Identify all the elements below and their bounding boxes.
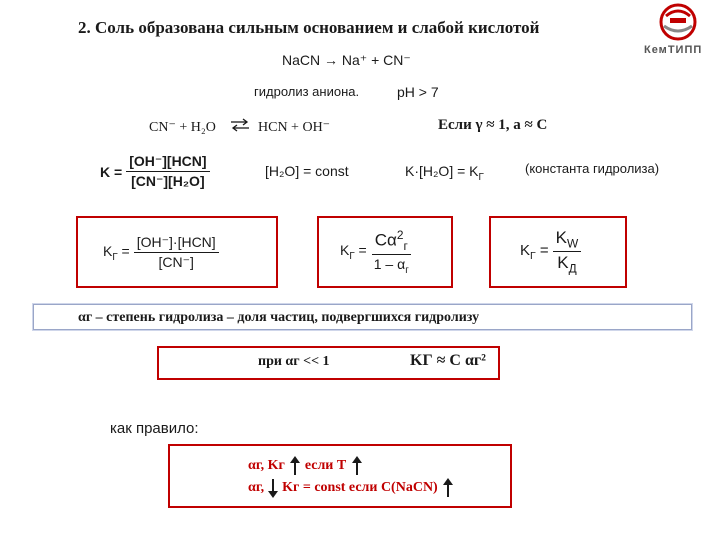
kh3-denominator: $K_Д$ xyxy=(557,253,577,276)
logo-emblem-icon xyxy=(640,2,716,46)
hydrolysis-constant-label: (константа гидролиза) xyxy=(525,161,660,176)
gamma-condition: Если γ ≈ 1, a ≈ C xyxy=(438,117,548,133)
kh1-denominator: [CN⁻] xyxy=(158,254,194,270)
kh1-numerator: [OH⁻]·[HCN] xyxy=(134,234,219,253)
k-denominator: [CN⁻][H₂O] xyxy=(131,173,205,189)
dissociation-equation: NaCN → Na⁺ + CN⁻ xyxy=(282,52,411,68)
kh2-fraction xyxy=(371,228,412,276)
k-h2o-sub: Г xyxy=(478,171,484,183)
kh-formula-1 xyxy=(103,234,219,271)
ph-value: pH > 7 xyxy=(397,84,439,100)
k-h2o-relation xyxy=(405,163,484,183)
kh2-lhs: $K_Г$ = xyxy=(340,242,367,262)
kh-formula-3 xyxy=(520,228,581,276)
arrow-down-icon xyxy=(267,478,279,498)
rule1-params: αг, Kг xyxy=(248,458,285,473)
approx-condition: при αг << 1 xyxy=(258,354,330,369)
equilibrium-arrows-icon xyxy=(229,114,251,141)
kh3-lhs: $K_Г$ = xyxy=(520,241,549,262)
kh3-numerator: $K_W$ xyxy=(553,228,582,252)
rules-box xyxy=(168,444,512,508)
kh2-numerator: $C\alpha^2_г$ xyxy=(372,228,411,255)
kh1-lhs: $K_Г$ = xyxy=(103,242,130,263)
h2o-const: [H₂O] = const xyxy=(265,163,349,179)
rule-line-2 xyxy=(248,478,454,498)
rule-label: как правило: xyxy=(110,420,199,437)
kh1-fraction xyxy=(134,234,219,271)
rule-line-1 xyxy=(248,456,363,476)
rule2-param: αг, xyxy=(248,480,265,495)
rule2-text: Kг = const если C(NaCN) xyxy=(282,480,438,495)
kh2-denominator: $1 - \alpha_г$ xyxy=(373,256,409,276)
rule1-tail: если T xyxy=(304,458,347,473)
k-numerator: [OH⁻][HCN] xyxy=(126,153,209,172)
hydrolysis-degree-definition: αг – степень гидролиза – доля частиц, подвергшихся гидролизу xyxy=(78,310,480,325)
k-equilibrium-formula xyxy=(100,153,210,190)
arrow-up-icon xyxy=(442,478,454,498)
equilibrium-right: HCN + OH⁻ xyxy=(258,120,331,135)
k-lhs: K = xyxy=(100,163,123,180)
kh-formula-2 xyxy=(340,228,412,276)
arrow-up-icon xyxy=(351,456,363,476)
arrow-up-icon xyxy=(289,456,301,476)
slide-title: 2. Соль образована сильным основанием и слабой кислотой xyxy=(78,18,540,37)
kh3-fraction xyxy=(553,228,582,276)
logo-text: КемТИПП xyxy=(644,44,703,56)
k-h2o-text: K·[H₂O] = K xyxy=(405,163,479,179)
hydrolysis-label: гидролиз аниона. xyxy=(254,84,360,99)
approx-result: KГ ≈ C αг² xyxy=(410,352,486,369)
equilibrium-left: CN⁻ + H₂O xyxy=(149,120,216,135)
kemtipp-logo xyxy=(640,2,716,64)
k-fraction xyxy=(126,153,209,190)
